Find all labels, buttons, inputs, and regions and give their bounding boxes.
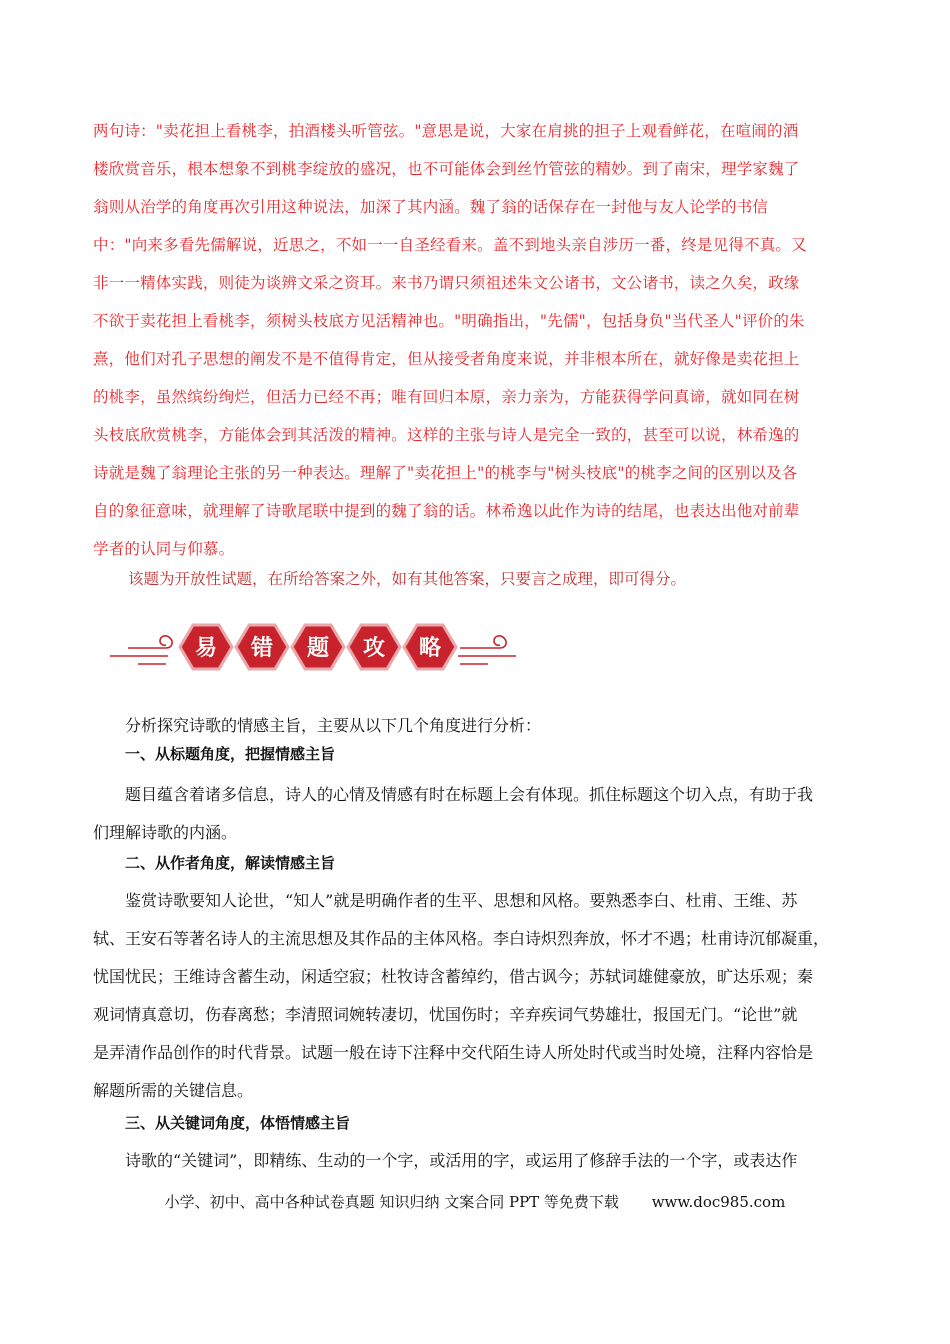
footer-text: 小学、初中、高中各种试卷真题 知识归纳 文案合同 PPT 等免费下载 — [164, 1193, 619, 1211]
open-question-note: 该题为开放性试题，在所给答案之外，如有其他答案，只要言之成理，即可得分。 — [128, 570, 687, 588]
red-line-3: 翁则从治学的角度再次引用这种说法，加深了其内涵。魏了翁的话保存在一封他与友人论学的书信 — [93, 198, 769, 216]
red-line-4: 中："向来多看先儒解说，近思之，不如一一自圣经看来。盖不到地头亲自涉历一番，终是见得不真。又 — [93, 236, 807, 254]
lead-paragraph: 分析探究诗歌的情感主旨，主要从以下几个角度进行分析： — [125, 716, 542, 735]
heading-3: 三、从关键词角度，体悟情感主旨 — [125, 1114, 351, 1132]
banner-char-1: 易 — [194, 636, 218, 661]
banner-char-3: 题 — [306, 636, 330, 661]
red-line-6: 不欲于卖花担上看桃李，须树头枝底方见活精神也。"明确指出，"先儒"，包括身负"当代圣人"评价的朱 — [93, 312, 805, 330]
section-banner — [108, 612, 518, 682]
heading-2: 二、从作者角度，解读情感主旨 — [125, 854, 336, 872]
red-line-11: 自的象征意味，就理解了诗歌尾联中提到的魏了翁的话。林希逸以此作为诗的结尾，也表达出他对前辈 — [93, 502, 800, 520]
red-line-2: 楼欣赏音乐，根本想象不到桃李绽放的盛况，也不可能体会到丝竹管弦的精妙。到了南宋，理学家魏了 — [93, 160, 800, 178]
p1-line-2: 们理解诗歌的内涵。 — [93, 823, 238, 842]
right-swirl-decoration — [458, 636, 516, 664]
answer-analysis-text — [93, 112, 858, 568]
left-swirl-decoration — [110, 636, 172, 664]
footer-site-link[interactable]: www.doc985.com — [651, 1193, 786, 1211]
p2-line-6: 解题所需的关键信息。 — [93, 1081, 254, 1100]
p2-line-4: 观词情真意切，伤春离愁；李清照词婉转凄切，忧国伤时；辛弃疾词气势雄壮，报国无门。“论世”就 — [93, 1005, 798, 1024]
paragraph-2 — [93, 882, 858, 1110]
paragraph-1 — [93, 776, 858, 852]
p2-line-5: 是弄清作品创作的时代背景。试题一般在诗下注释中交代陌生诗人所处时代或当时处境，注释内容恰是 — [93, 1043, 814, 1062]
p2-line-1: 鉴赏诗歌要知人论世，“知人”就是明确作者的生平、思想和风格。要熟悉李白、杜甫、王维、苏 — [125, 891, 798, 910]
p2-line-2: 轼、王安石等著名诗人的主流思想及其作品的主体风格。李白诗炽烈奔放，怀才不遇；杜甫诗沉郁凝重， — [93, 929, 830, 948]
red-line-10: 诗就是魏了翁理论主张的另一种表达。理解了"卖花担上"的桃李与"树头枝底"的桃李之间的区别以及各 — [93, 464, 798, 482]
banner-char-2: 错 — [250, 636, 274, 661]
banner-char-4: 攻 — [362, 636, 386, 661]
page-footer — [0, 1191, 950, 1212]
p3-line-1: 诗歌的“关键词”，即精练、生动的一个字，或活用的字，或运用了修辞手法的一个字，或表达作 — [125, 1151, 798, 1170]
banner-char-5: 略 — [418, 636, 442, 661]
paragraph-3 — [93, 1142, 858, 1180]
red-line-12: 学者的认同与仰慕。 — [93, 540, 235, 558]
red-line-5: 非一一精体实践，则徒为谈辨文采之资耳。来书乃谓只须祖述朱文公诸书，文公诸书，读之久矣，政缘 — [93, 274, 800, 292]
p1-line-1: 题目蕴含着诸多信息，诗人的心情及情感有时在标题上会有体现。抓住标题这个切入点，有助于我 — [125, 785, 814, 804]
red-line-1: 两句诗："卖花担上看桃李，拍酒楼头听管弦。"意思是说，大家在肩挑的担子上观看鲜花，在喧闹的酒 — [93, 122, 799, 140]
red-line-7: 熹，他们对孔子思想的阐发不是不值得肯定，但从接受者角度来说，并非根本所在，就好像是卖花担上 — [93, 350, 800, 368]
p2-line-3: 忧国忧民；王维诗含蓄生动，闲适空寂；杜牧诗含蓄绰约，借古讽今；苏轼词雄健豪放，旷达乐观；秦 — [93, 967, 814, 986]
red-line-8: 的桃李，虽然缤纷绚烂，但活力已经不再；唯有回归本原，亲力亲为，方能获得学问真谛，就如同在树 — [93, 388, 800, 406]
red-line-9: 头枝底欣赏桃李，方能体会到其活泼的精神。这样的主张与诗人是完全一致的，甚至可以说，林希逸的 — [93, 426, 800, 444]
heading-1: 一、从标题角度，把握情感主旨 — [125, 745, 336, 763]
